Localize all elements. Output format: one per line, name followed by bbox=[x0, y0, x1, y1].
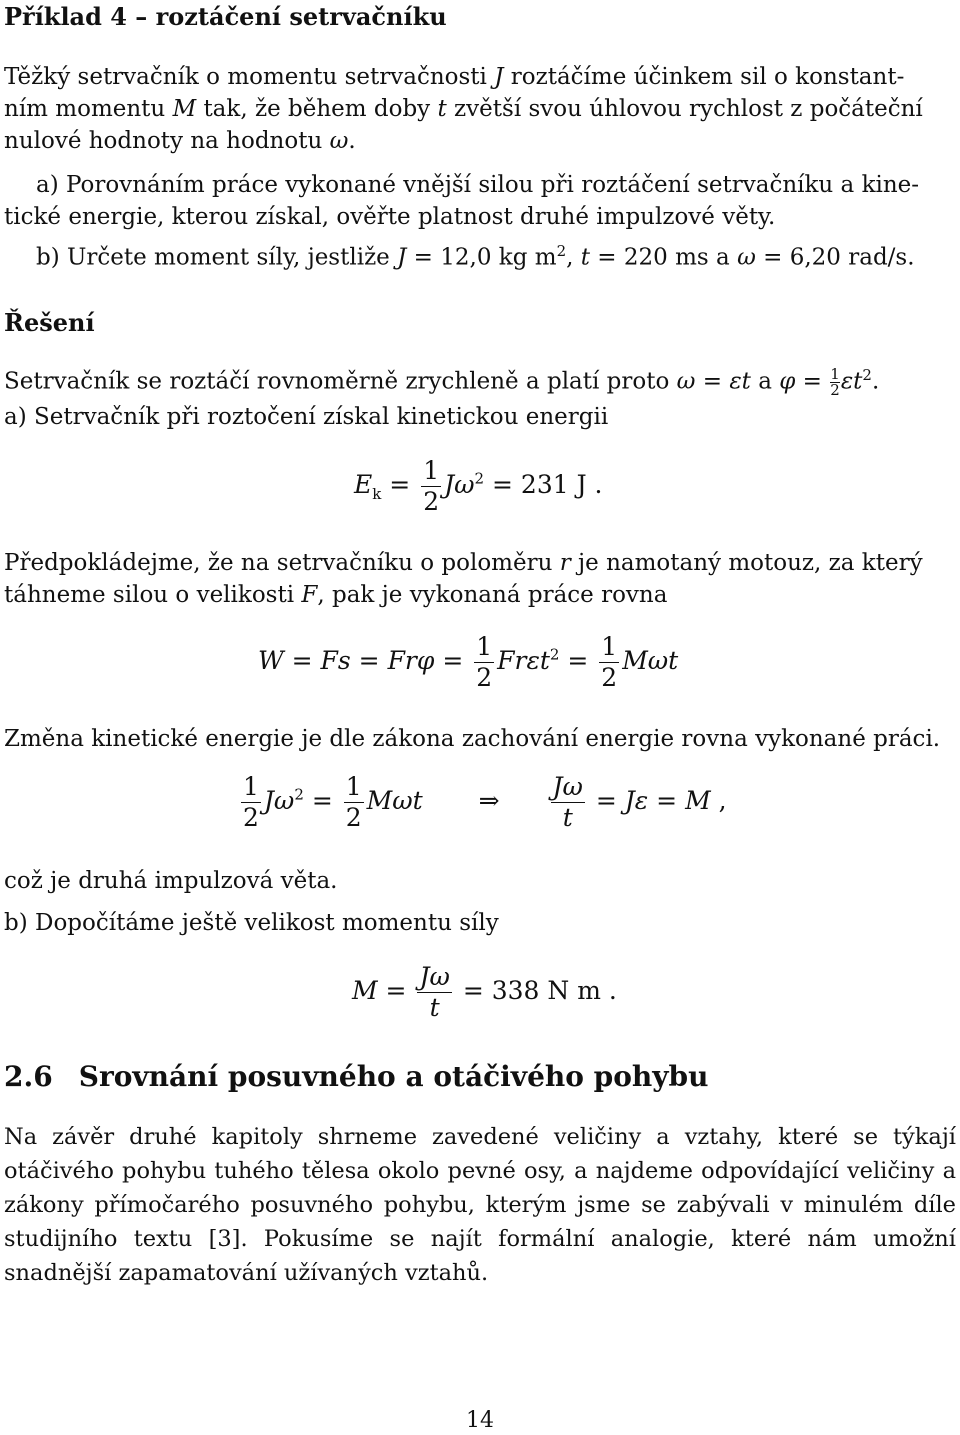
page-number: 14 bbox=[466, 1408, 494, 1433]
problem-line-3: nulové hodnoty na hodnotu ω. bbox=[4, 128, 356, 154]
solution-conclusion: což je druhá impulzová věta. bbox=[4, 868, 338, 894]
equation-work: W = Fs = Frφ = $\frac{1}{2}$ Frεt$^2$ = $\frac{1}{2}$ Mωt bbox=[258, 632, 679, 692]
solution-line-2: a) Setrvačník při roztočení získal kinetickou energii bbox=[4, 404, 609, 430]
section-number: 2.6 bbox=[4, 1060, 53, 1093]
solution-heading: Řešení bbox=[4, 308, 95, 337]
section-heading bbox=[4, 1060, 709, 1093]
problem-line-2: ním momentu M tak, že během doby t zvětší svou úhlovou rychlost z počáteční bbox=[4, 96, 923, 122]
solution-para-3: Změna kinetické energie je dle zákona zachování energie rovna vykonané práci. bbox=[4, 726, 941, 752]
solution-para-2-line-1: Předpokládejme, že na setrvačníku o poloměru r je namotaný motouz, za který bbox=[4, 550, 923, 576]
equation-moment: M = $\frac{J\omega}{t}$ = 338 N m . bbox=[352, 962, 617, 1022]
equation-impulse-theorem: $\frac{1}{2}$ $J\omega^2$ = $\frac{1}{2}$ Mωt ⇒ $\frac{J\omega}{t}$ = Jε = M , bbox=[243, 772, 727, 832]
section-title: Srovnání posuvného a otáčivého pohybu bbox=[78, 1060, 709, 1093]
problem-part-b: b) Určete moment síly, jestliže J = 12,0 kg $m^2$, t = 220 ms a ω = 6,20 rad/s. bbox=[36, 242, 915, 271]
solution-part-b: b) Dopočítáme ještě velikost momentu síly bbox=[4, 910, 499, 936]
problem-part-a-1: a) Porovnáním práce vykonané vnější silou při roztáčení setrvačníku a kine- bbox=[36, 172, 920, 198]
problem-part-a-2: tické energie, kterou získal, ověřte platnost druhé impulzové věty. bbox=[4, 204, 776, 230]
solution-line-1: Setrvačník se roztáčí rovnoměrně zrychleně a platí proto ω = εt a φ = $\frac{1}{2}$ $\varepsilon t^2$. bbox=[4, 365, 880, 400]
example-title: Příklad 4 – roztáčení setrvačníku bbox=[4, 2, 447, 31]
problem-line-1: Těžký setrvačník o momentu setrvačnosti J roztáčíme účinkem sil o konstant- bbox=[4, 64, 905, 90]
section-body: Na závěr druhé kapitoly shrneme zavedené veličiny a vztahy, které se týkají otáčivého pohybu tuhého tělesa okolo pevné osy, a najdeme odpovídající veličiny a zákony přímočarého posuvného pohybu, kterým jsme se zabývali v minulém díle studijního textu [3]. Pokusíme se najít formální analogie, které nám umožní snadnější zapamatování užívaných vztahů. bbox=[4, 1124, 956, 1286]
equation-kinetic-energy: $E_k$ = $\frac{1}{2}$ $J\omega^2 = 231$ J . bbox=[354, 456, 603, 516]
solution-para-2-line-2: táhneme silou o velikosti F, pak je vykonaná práce rovna bbox=[4, 582, 668, 608]
